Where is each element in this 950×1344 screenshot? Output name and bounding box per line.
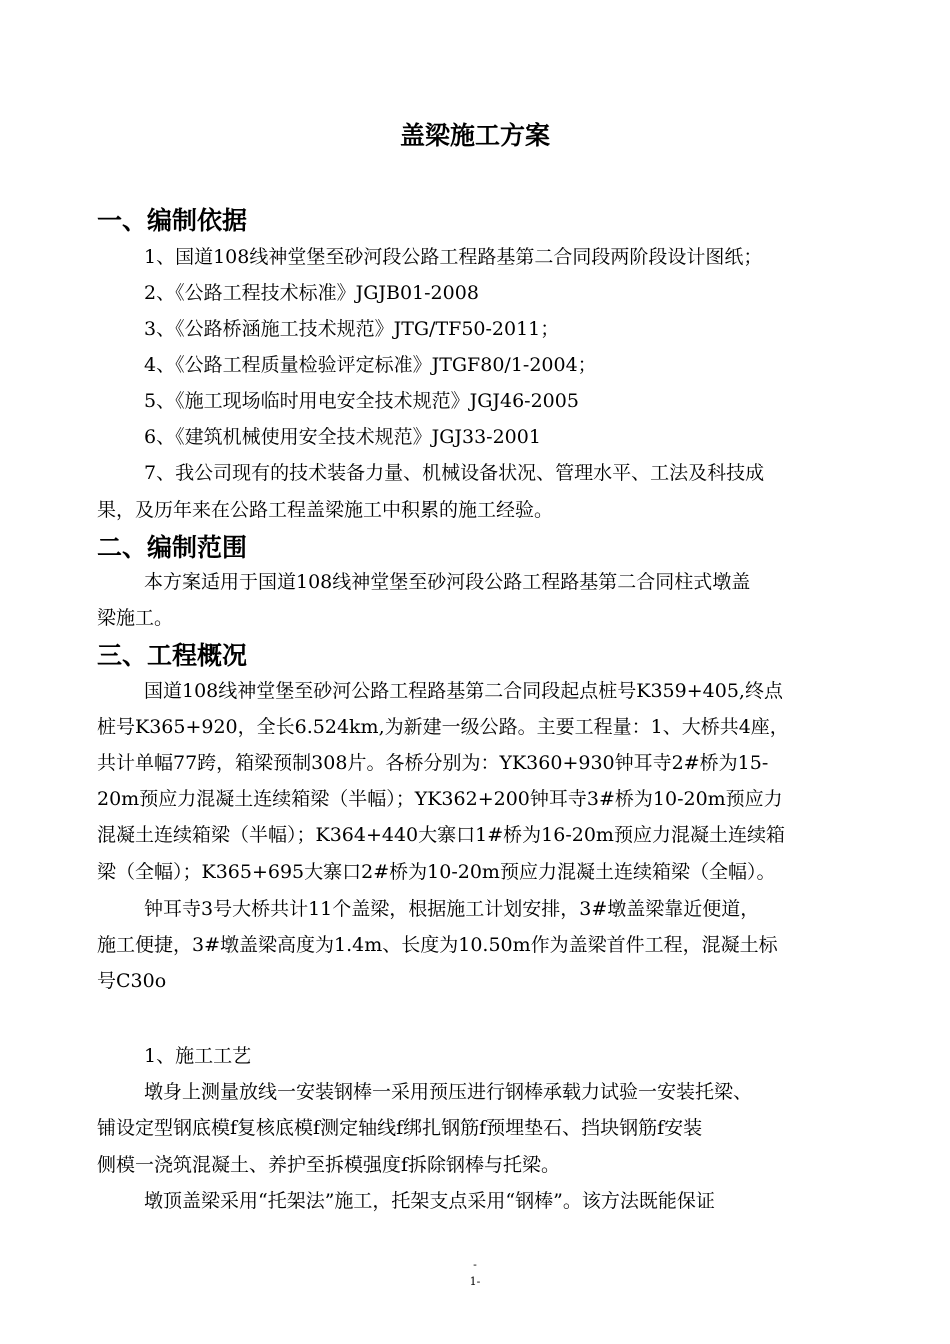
- paragraph-line: 墩身上测量放线一安装钢棒一采用预压进行钢棒承载力试验一安装托梁、: [144, 1081, 753, 1103]
- paragraph-line: 本方案适用于国道108线神堂堡至砂河段公路工程路基第二合同柱式墩盖: [144, 571, 751, 593]
- section-heading-basis: 一、编制依据: [97, 206, 248, 235]
- paragraph-line: 钟耳寺3号大桥共计11个盖梁，根据施工计划安排，3#墩盖梁靠近便道，: [144, 898, 760, 920]
- paragraph-line: 共计单幅77跨，箱梁预制308片。各桥分别为：YK360+930钟耳寺2#桥为15-: [97, 752, 769, 774]
- section-heading-scope: 二、编制范围: [97, 533, 248, 562]
- paragraph-line: 桩号K365+920，全长6.524km,为新建一级公路。主要工程量：1、大桥共4座，: [97, 716, 789, 738]
- paragraph-line: 4、《公路工程质量检验评定标准》JTGF80/1-2004；: [144, 354, 597, 376]
- paragraph-line: 1、国道108线神堂堡至砂河段公路工程路基第二合同段两阶段设计图纸；: [144, 246, 763, 268]
- paragraph-line: 6、《建筑机械使用安全技术规范》JGJ33-2001: [144, 426, 541, 448]
- paragraph-line: 果，及历年来在公路工程盖梁施工中积累的施工经验。: [97, 499, 554, 521]
- paragraph-line: 5、《施工现场临时用电安全技术规范》JGJ46-2005: [144, 390, 579, 412]
- subsection-heading: 1、施工工艺: [144, 1045, 252, 1067]
- paragraph-line: 梁（全幅）；K365+695大寨口2#桥为10-20m预应力混凝土连续箱梁（全幅）。: [97, 861, 776, 883]
- paragraph-line: 号C30o: [97, 970, 167, 992]
- section-heading-overview: 三、工程概况: [97, 641, 248, 670]
- paragraph-line: 国道108线神堂堡至砂河公路工程路基第二合同段起点桩号K359+405,终点: [144, 680, 783, 702]
- paragraph-line: 施工便捷，3#墩盖梁高度为1.4m、长度为10.50m作为盖梁首件工程，混凝土标: [97, 934, 778, 956]
- page-number: 1-: [469, 1275, 481, 1288]
- footer-dash: -: [473, 1258, 477, 1271]
- paragraph-line: 3、《公路桥涵施工技术规范》JTG/TF50-2011；: [144, 318, 560, 340]
- paragraph-line: 2、《公路工程技术标准》JGJB01-2008: [144, 282, 479, 304]
- paragraph-line: 20m预应力混凝土连续箱梁（半幅）；YK362+200钟耳寺3#桥为10-20m预应力: [97, 788, 783, 810]
- paragraph-line: 7、我公司现有的技术装备力量、机械设备状况、管理水平、工法及科技成: [144, 462, 765, 484]
- document-title: 盖梁施工方案: [399, 121, 550, 150]
- paragraph-line: 铺设定型钢底模f复核底模f测定轴线f绑扎钢筋f预埋垫石、挡块钢筋f安装: [97, 1117, 703, 1139]
- paragraph-line: 侧模一浇筑混凝土、养护至拆模强度f拆除钢棒与托梁。: [97, 1154, 561, 1176]
- paragraph-line: 墩顶盖梁采用“托架法”施工，托架支点采用“钢棒”。该方法既能保证: [144, 1190, 715, 1212]
- paragraph-line: 混凝土连续箱梁（半幅）；K364+440大寨口1#桥为16-20m预应力混凝土连续箱: [97, 824, 785, 846]
- paragraph-line: 梁施工。: [97, 607, 174, 629]
